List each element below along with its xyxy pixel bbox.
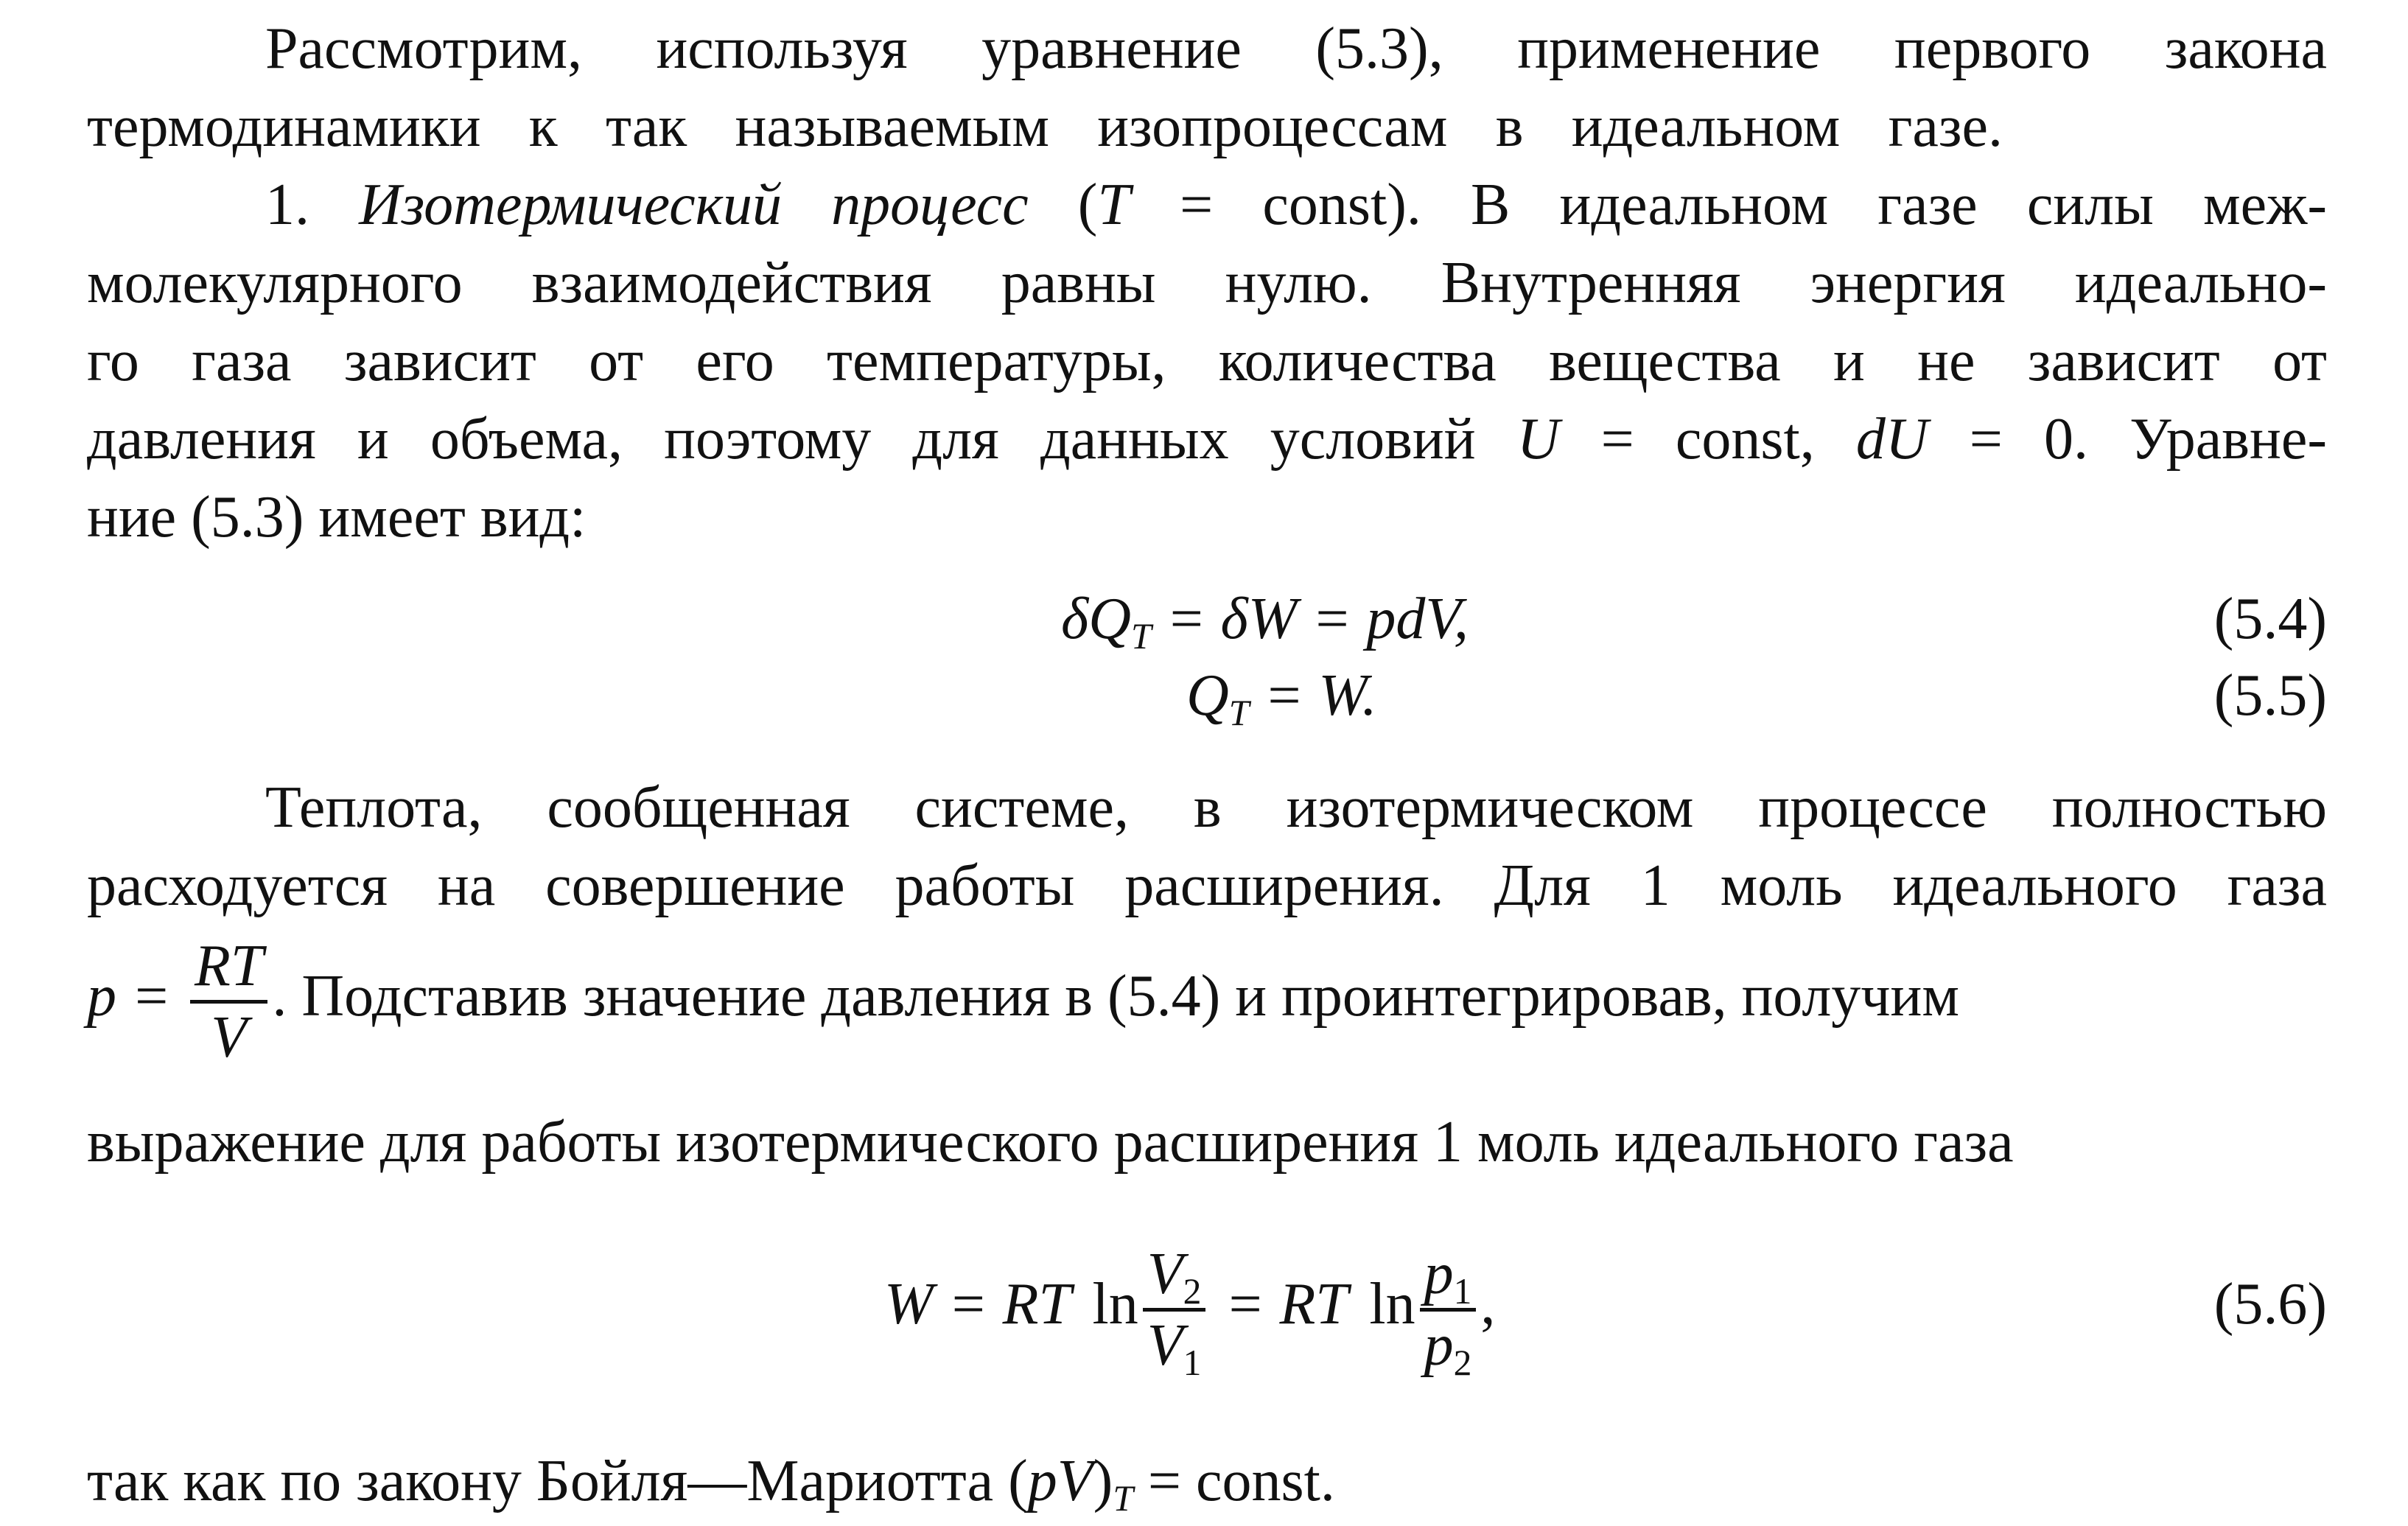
p-lhs: p = [87, 964, 171, 1029]
eq56-lhs: W = RT [884, 1272, 1071, 1337]
closing-sub-t: T [1113, 1477, 1133, 1519]
eq56-frac1-num [1143, 1240, 1206, 1312]
fraction-denominator: V [211, 1005, 248, 1071]
closing-text-b: = const. [1133, 1449, 1335, 1513]
line-4-text-a: давления и объема, поэтому для данных условий [87, 407, 1517, 472]
intro-line-2: термодинамики к так называемым изопроцессам в идеальном газе. [87, 94, 2003, 159]
var-u: U [1516, 407, 1560, 472]
equation-5-4 [1061, 582, 1469, 656]
section-1-line-4 [87, 402, 2327, 476]
var-du: dU [1855, 407, 1928, 472]
condition-open: ( [1077, 172, 1098, 237]
equation-number-5-5: (5.5) [2213, 663, 2327, 728]
equation-5-5 [1186, 659, 1377, 732]
eq56-fraction-p [1420, 1240, 1477, 1384]
sub-2: 2 [1183, 1271, 1202, 1312]
intro-line-1: Рассмотрим, используя уравнение (5.3), применение первого закона [265, 16, 2327, 81]
section-1-line-5: ние (5.3) имеет вид: [87, 485, 587, 550]
section-1-line-3: го газа зависит от его температуры, количества вещества и не зависит от [87, 329, 2327, 393]
condition-rest: = const). В идеальном газе силы меж- [1130, 172, 2328, 237]
sub-p1: 1 [1453, 1271, 1472, 1312]
line-4-text-c: = 0. Уравне- [1928, 407, 2328, 472]
v-1: V [1147, 1313, 1183, 1379]
eq56-fraction-v [1143, 1240, 1206, 1384]
sub-1: 1 [1183, 1343, 1202, 1384]
section-title: Изотермический процесс [359, 172, 1029, 237]
section-number: 1. [265, 172, 309, 237]
heat-line-3 [87, 930, 2327, 1071]
eq56-ln-1: ln [1092, 1272, 1138, 1337]
p-2: p [1424, 1313, 1454, 1379]
heat-line-2: расходуется на совершение работы расширения. Для 1 моль идеального газа [87, 853, 2327, 918]
section-1-heading-line [265, 168, 2327, 242]
closing-pv: pV [1027, 1449, 1093, 1513]
closing-paren: ) [1093, 1449, 1113, 1513]
eq55-sub: T [1228, 692, 1250, 733]
eq54-sub: T [1130, 615, 1152, 657]
closing-line [87, 1444, 2327, 1518]
condition-var: T [1097, 172, 1130, 237]
heat-line-1: Теплота, сообщенная системе, в изотермическом процессе полностью [265, 775, 2327, 840]
equation-5-6 [884, 1223, 1495, 1385]
eq56-mid: = RT [1210, 1272, 1348, 1337]
eq56-comma: , [1480, 1272, 1496, 1337]
equation-number-5-6: (5.6) [2213, 1272, 2327, 1337]
eq54-rhs: = δW = pdV, [1151, 587, 1469, 651]
eq55-rhs: = W. [1249, 663, 1377, 728]
fraction-rt-over-v [190, 932, 267, 1071]
eq54-lhs: δQ [1061, 587, 1131, 651]
sub-p2: 2 [1453, 1343, 1472, 1384]
eq56-ln-2: ln [1369, 1272, 1415, 1337]
eq56-frac2-den [1420, 1312, 1477, 1384]
v-2: V [1147, 1242, 1183, 1307]
heat-line-4: выражение для работы изотермического расширения 1 моль идеального газа [87, 1110, 2014, 1175]
p-1: p [1424, 1242, 1454, 1307]
line-4-text-b: = const, [1559, 407, 1856, 472]
closing-text-a: так как по закону Бойля—Мариотта ( [87, 1449, 1028, 1513]
eq56-frac2-num [1420, 1240, 1477, 1312]
eq55-lhs: Q [1186, 663, 1229, 728]
eq56-frac1-den [1143, 1312, 1206, 1384]
section-1-line-2: молекулярного взаимодействия равны нулю. Внутренняя энергия идеально- [87, 251, 2327, 315]
equation-number-5-4: (5.4) [2213, 587, 2327, 651]
fraction-numerator: RT [190, 932, 267, 1004]
after-fraction-text: . Подставив значение давления в (5.4) и проинтегрировав, получим [272, 964, 1959, 1029]
